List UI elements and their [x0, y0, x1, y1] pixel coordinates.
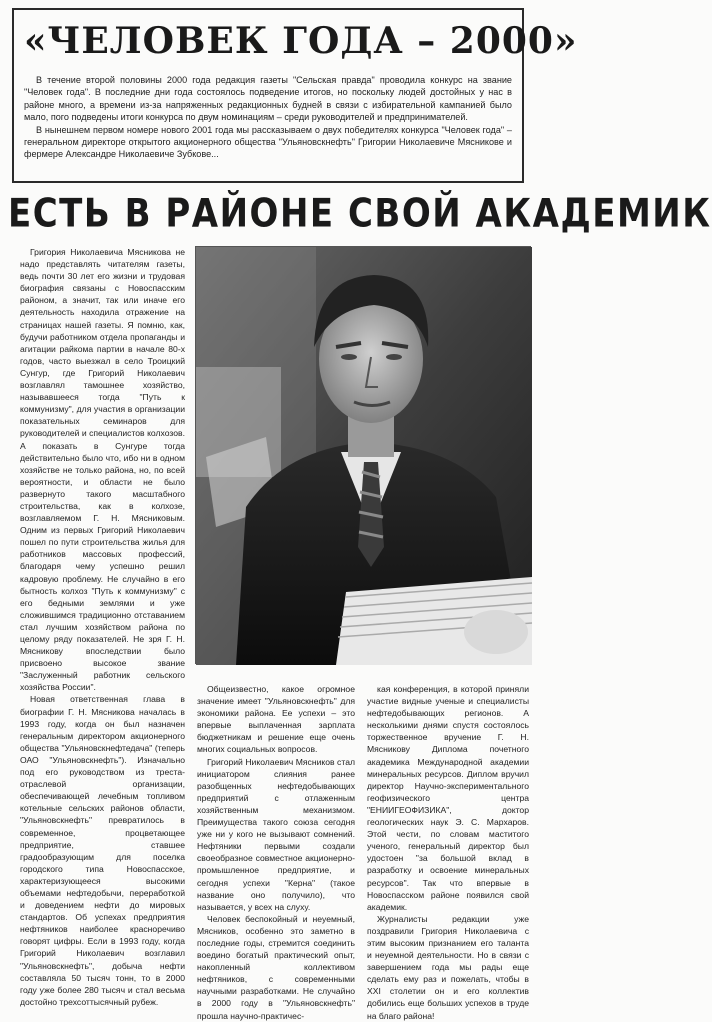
article-column-1: [20, 246, 185, 1006]
contest-title: «ЧЕЛОВЕК ГОДА – 2000»: [24, 20, 578, 62]
intro-paragraph-2: В нынешнем первом номере нового 2001 года мы рассказываем о двух победителях конкурса "Человек года" – генеральном директоре открытого акционерного общества "Ульяновскнефть" Григории Николаевиче Мясникове и фермере Александре Николаевиче Зубкове...: [24, 124, 512, 160]
contest-header-box: [12, 8, 578, 183]
portrait-image: [196, 247, 532, 665]
article-column-3: [367, 683, 529, 1021]
portrait-photo: [195, 246, 531, 664]
intro-paragraph-1: В течение второй половины 2000 года редакция газеты "Сельская правда" проводила конкурс на звание "Человек года". В последние дни года состоялось подведение итогов, но поскольку людей достойных у нас в районе много, а времени из-за напряженных редакционных будней в связи с избирательной кампанией было мало, пого подведены итоги конкурса по двум номинациям – среди руководителей и предпринимателей.: [24, 75, 512, 123]
article-paragraph: Новая ответственная глава в биографии Г. Н. Мясникова началась в 1993 году, когда он был назначен генеральным директором акционерного общества "Ульяновскнефтедача" (теперь ОАО "Ульяновскнефть"). Изначально под его руководством из треста-отраслевой организации, обеспечивающей лечебным топливом котельные сельских районов области, "Ульяновскнефть" превратилось в современное, процветающее предприятие, ставшее градообразующим для поселка городского типа Новоспасское, характеризующееся высокими объемами нефтедобычи, переработкой и доведением нефти до мировых стандартов. Об успехах предприятия нефтяников наиболее красноречиво говорят цифры. Если в 1993 году, когда Григорий Николаевич возглавил "Ульяновскнефть", добыча нефти составляла 50 тысяч тонн, то в 2000 году уже более 280 тысяч и стал весьма достойно трехсоттысячный рубеж.: [20, 694, 185, 1007]
article-paragraph: Общеизвестно, какое огромное значение имеет "Ульяновскнефть" для экономики района. Ее успехи – это впервые выплаченная зарплата бюджетникам и решение еще очень многих социальных вопросов.: [197, 684, 355, 755]
article-paragraph: Журналисты редакции уже поздравили Григория Николаевича с этим высоким признанием его таланта и неуемной деятельности. Но в связи с завершением года мы рады еще сделать ему раз и пожелать, чтобы в XXI столетии он и его коллектив добились еще больших успехов в труде на благо района!: [367, 913, 529, 1021]
article-paragraph: кая конференция, в которой приняли участие видные ученые и специалисты нефтедобывающих регионов. А несколькими днями спустя состоялось торжественное вручение Г. Н. Мясникову Диплома почетного академика Международной академии минеральных ресурсов. Диплом вручил директор Научно-экспериментального геофизического центра "ЕНИИГЕОФИЗИКА", доктор геологических наук Э. С. Мархаров. Этой чести, по словам маститого ученого, генеральный директор был удостоен "за большой вклад в разработку и освоение минеральных ресурсов". Так что впервые в Новоспасском районе появился свой академик.: [367, 684, 529, 912]
article-headline: ЕСТЬ В РАЙОНЕ СВОЙ АКАДЕМИК: [8, 191, 712, 237]
article-paragraph: Григория Николаевича Мясникова не надо представлять читателям газеты, ведь почти 30 лет его жизни и трудовая биография связаны с Новоспасским районом, а значит, так или иначе его деятельность находила отражение на страницах нашей газеты. Я помню, как, будучи работником отдела пропаганды и агитации райкома партии в начале 80-х годов, часто выезжал в село Троицкий Сунгур, где Григорий Николаевич возглавлял тамошнее хозяйство, называвшееся тогда "Путь к коммунизму", для участия в организации показательных семинаров для руководителей и специалистов колхозов. А показать в Сунгуре тогда действительно было что, ибо ни в одном хозяйстве не только района, но, по всей вероятности, и области не было развернуто такого масштабного строительства, как в колхозе, возглавляемом Г. Н. Мясниковым. Одним из первых Григорий Николаевич пошел по пути строительства жилья для работников массовых профессий, благодаря чему успешно решил кадровую проблему. Не случайно в его бытность колхоз "Путь к коммунизму" с его бедными землями и уже сложившимся традиционно отставанием стал лучшим хозяйством района по целому ряду показателей. Не зря Г. Н. Мясникову впоследствии было присвоено высокое звание "Заслуженный работник сельского хозяйства России".: [20, 247, 185, 693]
article-paragraph: Человек беспокойный и неуемный, Мясников, особенно это заметно в последние годы, стремится соединить воедино богатый практический опыт, накопленный коллективом нефтяников, с современными научными разработками. Не случайно в 2000 году в "Ульяновскнефть" прошла научно-практичес-: [197, 913, 355, 1021]
article-paragraph: Григорий Николаевич Мясников стал инициатором слияния ранее разобщенных нефтедобывающих предприятий с отлаженным хозяйственным механизмом. Преимущества такого союза сегодня уже ни у кого не вызывают сомнений. Нефтяники первыми создали своеобразное совместное акционерно-промышленное предприятие, и сегодня успехи "Керна" (такое название оно получило), что называется, у всех на слуху.: [197, 756, 355, 912]
article-column-2: [197, 683, 355, 1021]
